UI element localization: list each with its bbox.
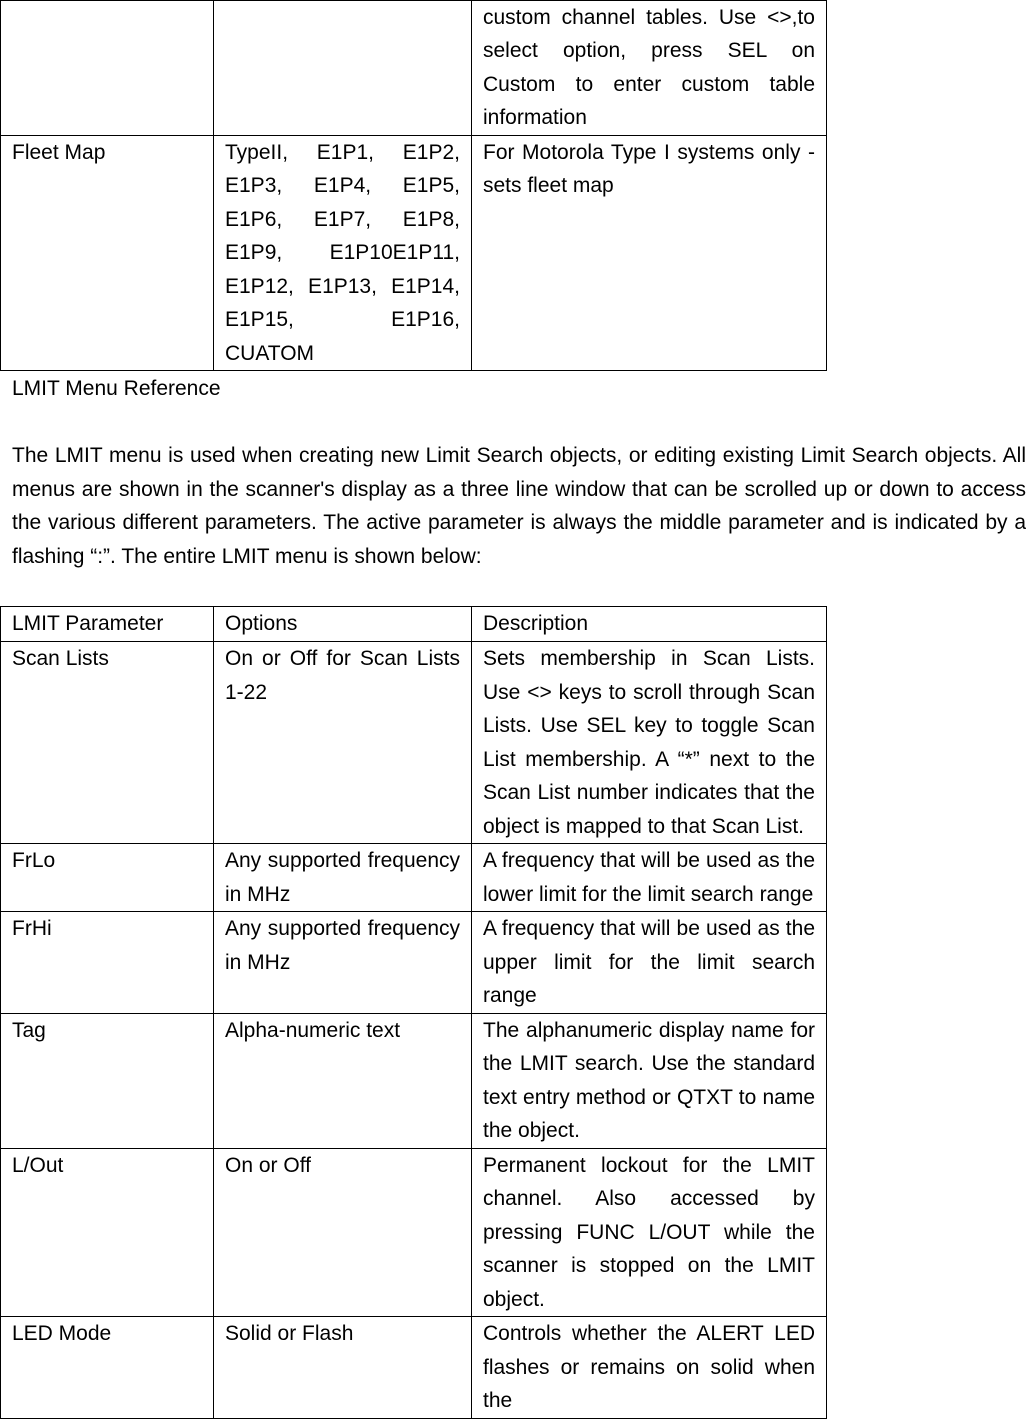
param-cell: FrHi	[1, 912, 214, 1014]
options-cell: Any supported frequency in MHz	[214, 844, 472, 912]
header-param: LMIT Parameter	[1, 607, 214, 642]
options-cell	[214, 0, 472, 135]
description-cell: A frequency that will be used as the upper limit for the limit search range	[472, 912, 827, 1014]
table-row	[1, 0, 827, 135]
table-header-row	[1, 607, 827, 642]
description-cell: Sets membership in Scan Lists. Use <> keys to scroll through Scan Lists. Use SEL key to toggle Scan List membership. A “*” next to the Scan List number indicates that the object is mapped to that Scan List.	[472, 642, 827, 844]
table-row	[1, 1013, 827, 1148]
header-options: Options	[214, 607, 472, 642]
description-cell: Permanent lockout for the LMIT channel. Also accessed by pressing FUNC L/OUT while the scanner is stopped on the LMIT object.	[472, 1148, 827, 1317]
table-row	[1, 135, 827, 371]
param-cell: Scan Lists	[1, 642, 214, 844]
header-description: Description	[472, 607, 827, 642]
description-cell: custom channel tables. Use <>,to select option, press SEL on Custom to enter custom table information	[472, 0, 827, 135]
options-cell: Solid or Flash	[214, 1317, 472, 1419]
lmit-menu-table	[0, 606, 827, 1419]
table-row	[1, 1148, 827, 1317]
table-row	[1, 912, 827, 1014]
options-cell: TypeII, E1P1, E1P2, E1P3, E1P4, E1P5, E1P6, E1P7, E1P8, E1P9, E1P10E1P11, E1P12, E1P13, E1P14, E1P15, E1P16, CUATOM	[214, 135, 472, 371]
param-cell: LED Mode	[1, 1317, 214, 1419]
param-cell: L/Out	[1, 1148, 214, 1317]
table-row	[1, 642, 827, 844]
param-cell: FrLo	[1, 844, 214, 912]
param-cell	[1, 0, 214, 135]
description-cell: The alphanumeric display name for the LMIT search. Use the standard text entry method or QTXT to name the object.	[472, 1013, 827, 1148]
continued-channel-table	[0, 0, 827, 371]
options-cell: Any supported frequency in MHz	[214, 912, 472, 1014]
param-cell: Fleet Map	[1, 135, 214, 371]
description-cell: A frequency that will be used as the lower limit for the limit search range	[472, 844, 827, 912]
section-heading: LMIT Menu Reference	[12, 377, 221, 400]
table-row	[1, 844, 827, 912]
param-cell: Tag	[1, 1013, 214, 1148]
options-cell: On or Off	[214, 1148, 472, 1317]
table-row	[1, 1317, 827, 1419]
options-cell: Alpha-numeric text	[214, 1013, 472, 1148]
intro-paragraph: The LMIT menu is used when creating new Limit Search objects, or editing existing Limit Search objects. All menus are shown in the scanner's display as a three line window that can be scrolled up or down to access the various different parameters. The active parameter is always the middle parameter and is indicated by a flashing “:”. The entire LMIT menu is shown below:	[12, 444, 1026, 568]
description-cell: For Motorola Type I systems only - sets fleet map	[472, 135, 827, 371]
description-cell: Controls whether the ALERT LED flashes or remains on solid when the	[472, 1317, 827, 1419]
options-cell: On or Off for Scan Lists 1-22	[214, 642, 472, 844]
